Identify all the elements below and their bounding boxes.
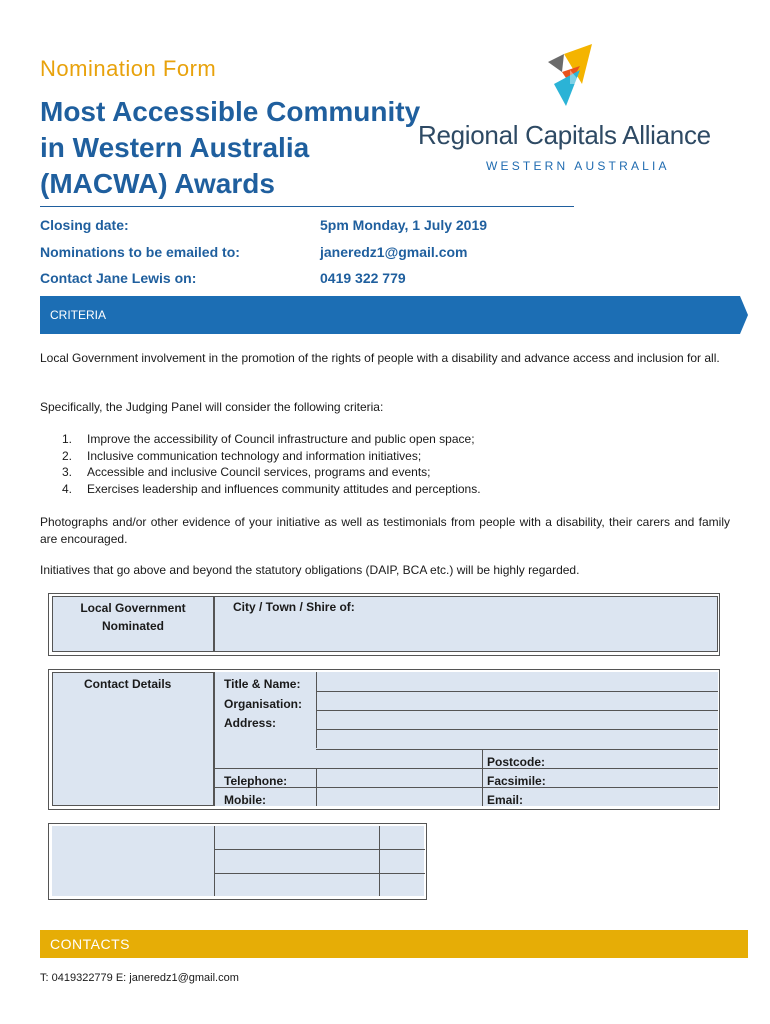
contact-label: Contact Jane Lewis on: [40,270,197,286]
list-item [62,448,722,465]
contacts-banner [40,930,748,958]
title-line-3: (MACWA) Awards [40,168,275,199]
criteria-banner-arrow [740,296,748,334]
title-name-label: Title & Name: [224,677,301,691]
list-item [62,464,722,481]
address-label: Address: [224,716,277,730]
contact-phone: 0419 322 779 [320,270,406,286]
contact-details-label: Contact Details [84,677,172,691]
alliance-logo-icon [540,44,602,110]
contacts-footer: T: 0419322779 E: janeredz1@gmail.com [40,972,239,984]
list-number: 3. [62,465,73,479]
extra-input-1[interactable] [216,827,378,848]
postcode-label: Postcode: [487,755,546,769]
criteria-photographs: Photographs and/or other evidence of your initiative as well as testimonials from people with a disability, their carers and family are encouraged. [40,515,730,546]
organisation-input[interactable] [318,692,716,709]
criteria-initiatives: Initiatives that go above and beyond the statutory obligations (DAIP, BCA etc.) will be highly regarded. [40,563,580,577]
telephone-label: Telephone: [224,774,288,788]
list-text: Inclusive communication technology and information initiatives; [87,448,422,463]
mobile-label: Mobile: [224,793,266,807]
criteria-intro: Local Government involvement in the promotion of the rights of people with a disability and advance access and inclusion for all. [40,351,720,365]
form-label: Nomination Form [40,56,217,81]
list-item [62,481,722,498]
list-text: Accessible and inclusive Council services, programs and events; [87,465,431,479]
address-input-line-1[interactable] [318,711,716,728]
header-divider [40,206,574,207]
divider [214,826,215,896]
divider [214,672,215,806]
extra-input-2[interactable] [216,851,378,872]
organisation-label: Organisation: [224,697,303,711]
mobile-input[interactable] [318,788,480,805]
criteria-heading: CRITERIA [50,308,107,322]
list-number: 2. [62,448,73,463]
email-input[interactable] [530,788,716,805]
email-label: Email: [487,793,524,807]
title-line-1: Most Accessible Community [40,96,421,127]
address-input-line-2[interactable] [318,730,716,748]
contacts-heading: CONTACTS [50,936,130,952]
closing-date-label: Closing date: [40,217,129,233]
email-to-link[interactable]: janeredz1@gmail.com [320,244,468,260]
telephone-input[interactable] [318,769,480,786]
contact-details-label-cell [52,672,214,806]
city-label: City / Town / Shire of: [233,600,355,614]
title-line-2: in Western Australia [40,132,310,163]
postcode-input[interactable] [550,750,716,767]
divider [214,849,425,850]
brand-name: Regional Capitals Alliance [418,120,711,150]
list-text: Improve the accessibility of Council infrastructure and public open space; [87,432,475,446]
title-name-input[interactable] [318,673,716,690]
list-number: 4. [62,481,73,496]
extra-input-3[interactable] [216,875,378,895]
facsimile-input[interactable] [555,769,716,786]
list-number: 1. [62,432,73,446]
email-to-label: Nominations to be emailed to: [40,244,240,260]
closing-date-value: 5pm Monday, 1 July 2019 [320,217,488,233]
local-government-label: Local Government Nominated [80,601,186,633]
criteria-banner [40,296,740,334]
criteria-specifically: Specifically, the Judging Panel will consider the following criteria: [40,400,384,414]
address-input-line-3[interactable] [318,750,480,767]
list-text: Exercises leadership and influences community attitudes and perceptions. [87,481,481,496]
page-title [40,94,420,202]
facsimile-label: Facsimile: [487,774,546,788]
divider [214,873,425,874]
list-item [62,431,722,448]
criteria-list [62,431,722,497]
divider [379,826,380,896]
divider [482,750,483,806]
brand-subtitle: WESTERN AUSTRALIA [486,159,670,173]
